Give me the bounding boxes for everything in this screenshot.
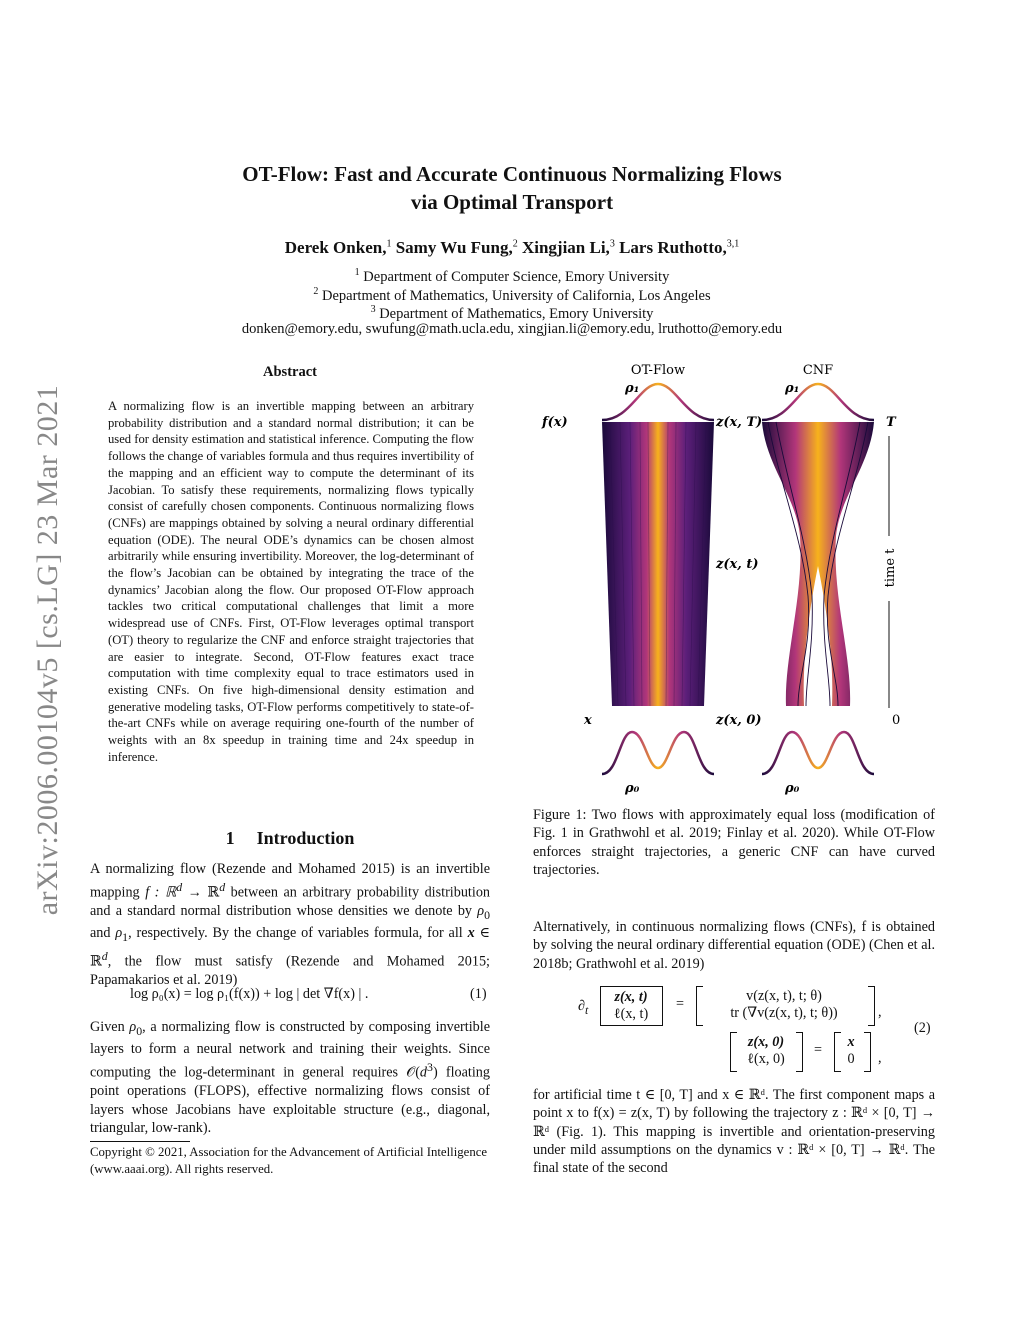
- author-emails: donken@emory.edu, swufung@math.ucla.edu, xingjian.li@emory.edu, lruthotto@emory.edu: [241, 321, 783, 337]
- eq2-lhs-bottom: z(x, 0) ℓ(x, 0): [747, 1034, 785, 1067]
- label-otflow: OT-Flow: [630, 363, 686, 378]
- rho1-curve-right: [762, 384, 874, 420]
- eq2-rhs-bottom: x 0: [847, 1034, 855, 1067]
- copyright-footnote: Copyright © 2021, Association for the Advancement of Artificial Intelligence (www.aaai.org). All rights reserved.: [90, 1145, 488, 1176]
- label-fx: f(x): [542, 415, 568, 430]
- equation-1: log ρ₀(x) = log ρ₁(f(x)) + log | det ∇f(x) | .: [130, 986, 369, 1002]
- label-zx0: z(x, 0): [716, 713, 762, 728]
- label-rho1-right: ρ₁: [785, 381, 800, 396]
- rho1-curve-left: [602, 384, 714, 420]
- intro-paragraph-1: A normalizing flow (Rezende and Mohamed 2015) is an invertible mapping f : ℝ$^d$ → ℝ$^d$ between an arbitrary probability distribution and a standard normal distribution whose densities we denote by $\rho_0$ and $\rho_1$, respectively. By the change of variables formula, for all x ∈ ℝ$^d$, the flow must satisfy (Rezende and Mohamed 2015; Papamakarios et al. 2019): [90, 861, 491, 988]
- rho0-curve-left: [602, 732, 714, 774]
- figure-1-flows: [540, 356, 940, 796]
- equation-2: $\partial_t$ z(x, t) ℓ(x, t) = v(z(x, t), t; θ) tr (∇v(z(x, t), t; θ)) , z(x, 0) ℓ(x, 0) = x 0 ,: [578, 986, 918, 1076]
- section-heading-introduction: 1 Introduction: [225, 828, 355, 848]
- affiliation-2: $^2$ Department of Mathematics, University of California, Los Angeles: [313, 286, 711, 304]
- label-time-t: time t: [883, 548, 898, 588]
- affiliation-1: $^1$ Department of Computer Science, Emory University: [354, 267, 670, 285]
- author-1: Derek Onken,$^1$: [284, 238, 392, 257]
- rho0-curve-right: [762, 732, 874, 774]
- eq2-rhs-top: v(z(x, t), t; θ) tr (∇v(z(x, t), t; θ)): [730, 988, 838, 1021]
- cnf-paragraph: Alternatively, in continuous normalizing flows (CNFs), f is obtained by solving the neural ordinary differential equation (ODE) (Chen et al. 2018b; Grathwohl et al. 2019): [533, 919, 935, 972]
- label-T: T: [886, 415, 896, 430]
- author-3: Xingjian Li,$^3$: [521, 238, 615, 257]
- intro-paragraph-2: Given $\rho_0$, a normalizing flow is constructed by composing invertible layers to form a neural network and training their weights. Since computing the log-determinant in general requires $𝒪(d^3)$ floating point operations (FLOPS), effective normalizing flows consist of layers whose Jacobians have exploitable structure (e.g., diagonal, triangular, low-rank).: [90, 1019, 491, 1137]
- abstract-heading: Abstract: [263, 364, 317, 380]
- title-line-2: via Optimal Transport: [410, 190, 614, 214]
- label-zxT: z(x, T): [716, 415, 763, 430]
- label-rho0-left: ρ₀: [625, 781, 640, 796]
- author-2: Samy Wu Fung,$^2$: [395, 238, 518, 257]
- equation-1-number: (1): [470, 986, 487, 1002]
- label-cnf: CNF: [802, 363, 834, 378]
- cnf-paragraph-2: for artificial time t ∈ [0, T] and x ∈ ℝᵈ. The first component maps a point x to f(x) = z(x, T) by following the trajectory z : ℝᵈ × [0, T] → ℝᵈ (Fig. 1). This mapping is invertible and orientation-preserving under mild assumptions on the dynamics v : ℝᵈ × [0, T] → ℝᵈ. The final state of the second: [533, 1087, 935, 1177]
- arxiv-stamp: arXiv:2006.00104v5 [cs.LG] 23 Mar 2021: [31, 384, 64, 916]
- author-list: [0, 238, 1024, 258]
- abstract-text: A normalizing flow is an invertible mapping between an arbitrary probability distribution and a standard normal distribution; it can be used for density estimation and statistical inference. Computing the flow follows the change of variables formula and thus requires invertibility of the mapping and an efficient way to compute the determinant of its Jacobian. To satisfy these requirements, normalizing flows typically consist of carefully chosen components. Continuous normalizing flows (CNFs) are mappings obtained by solving a neural ordinary differential equation (ODE). The neural ODE’s dynamics can be chosen almost arbitrarily while ensuring invertibility. Moreover, the log-determinant of the flow’s Jacobian can be obtained by integrating the trace of the dynamics’ Jacobian along the flow. Our proposed OT-Flow approach tackles two critical computational challenges that limit a more widespread use of CNFs. First, OT-Flow leverages optimal transport (OT) theory to regularize the CNF and enforce straight trajectories that are easier to integrate. Second, OT-Flow features exact trace computation with time complexity equal to trace estimators used in existing CNFs. On five high-dimensional density estimation and generative modeling tasks, OT-Flow performs competitively to state-of-the-art CNFs while on average requiring one-fourth of the number of weights with an 8x speedup in training time and 24x speedup in inference.: [108, 399, 474, 764]
- label-x: x: [584, 713, 592, 728]
- label-rho0-right: ρ₀: [785, 781, 800, 796]
- label-rho1-left: ρ₁: [625, 381, 640, 396]
- affiliation-3: $^3$ Department of Mathematics, Emory University: [370, 304, 654, 322]
- eq2-lhs-top: z(x, t) ℓ(x, t): [600, 986, 661, 1026]
- title-line-1: OT-Flow: Fast and Accurate Continuous Normalizing Flows: [242, 162, 782, 186]
- footnote-rule: [90, 1141, 190, 1142]
- equation-2-number: (2): [914, 1020, 931, 1036]
- label-zero: 0: [892, 713, 901, 728]
- otflow-trajectories: [602, 422, 714, 706]
- cnf-trajectories: [762, 422, 874, 706]
- author-4: Lars Ruthotto,$^{3,1}$: [619, 238, 740, 257]
- label-zxt: z(x, t): [716, 557, 759, 572]
- figure-1-caption: Figure 1: Two flows with approximately equal loss (modification of Fig. 1 in Grathwohl et al. 2019; Finlay et al. 2020). While OT-Flow enforces straight trajectories, a generic CNF can have curved trajectories.: [533, 807, 935, 878]
- paper-title: [0, 160, 1024, 216]
